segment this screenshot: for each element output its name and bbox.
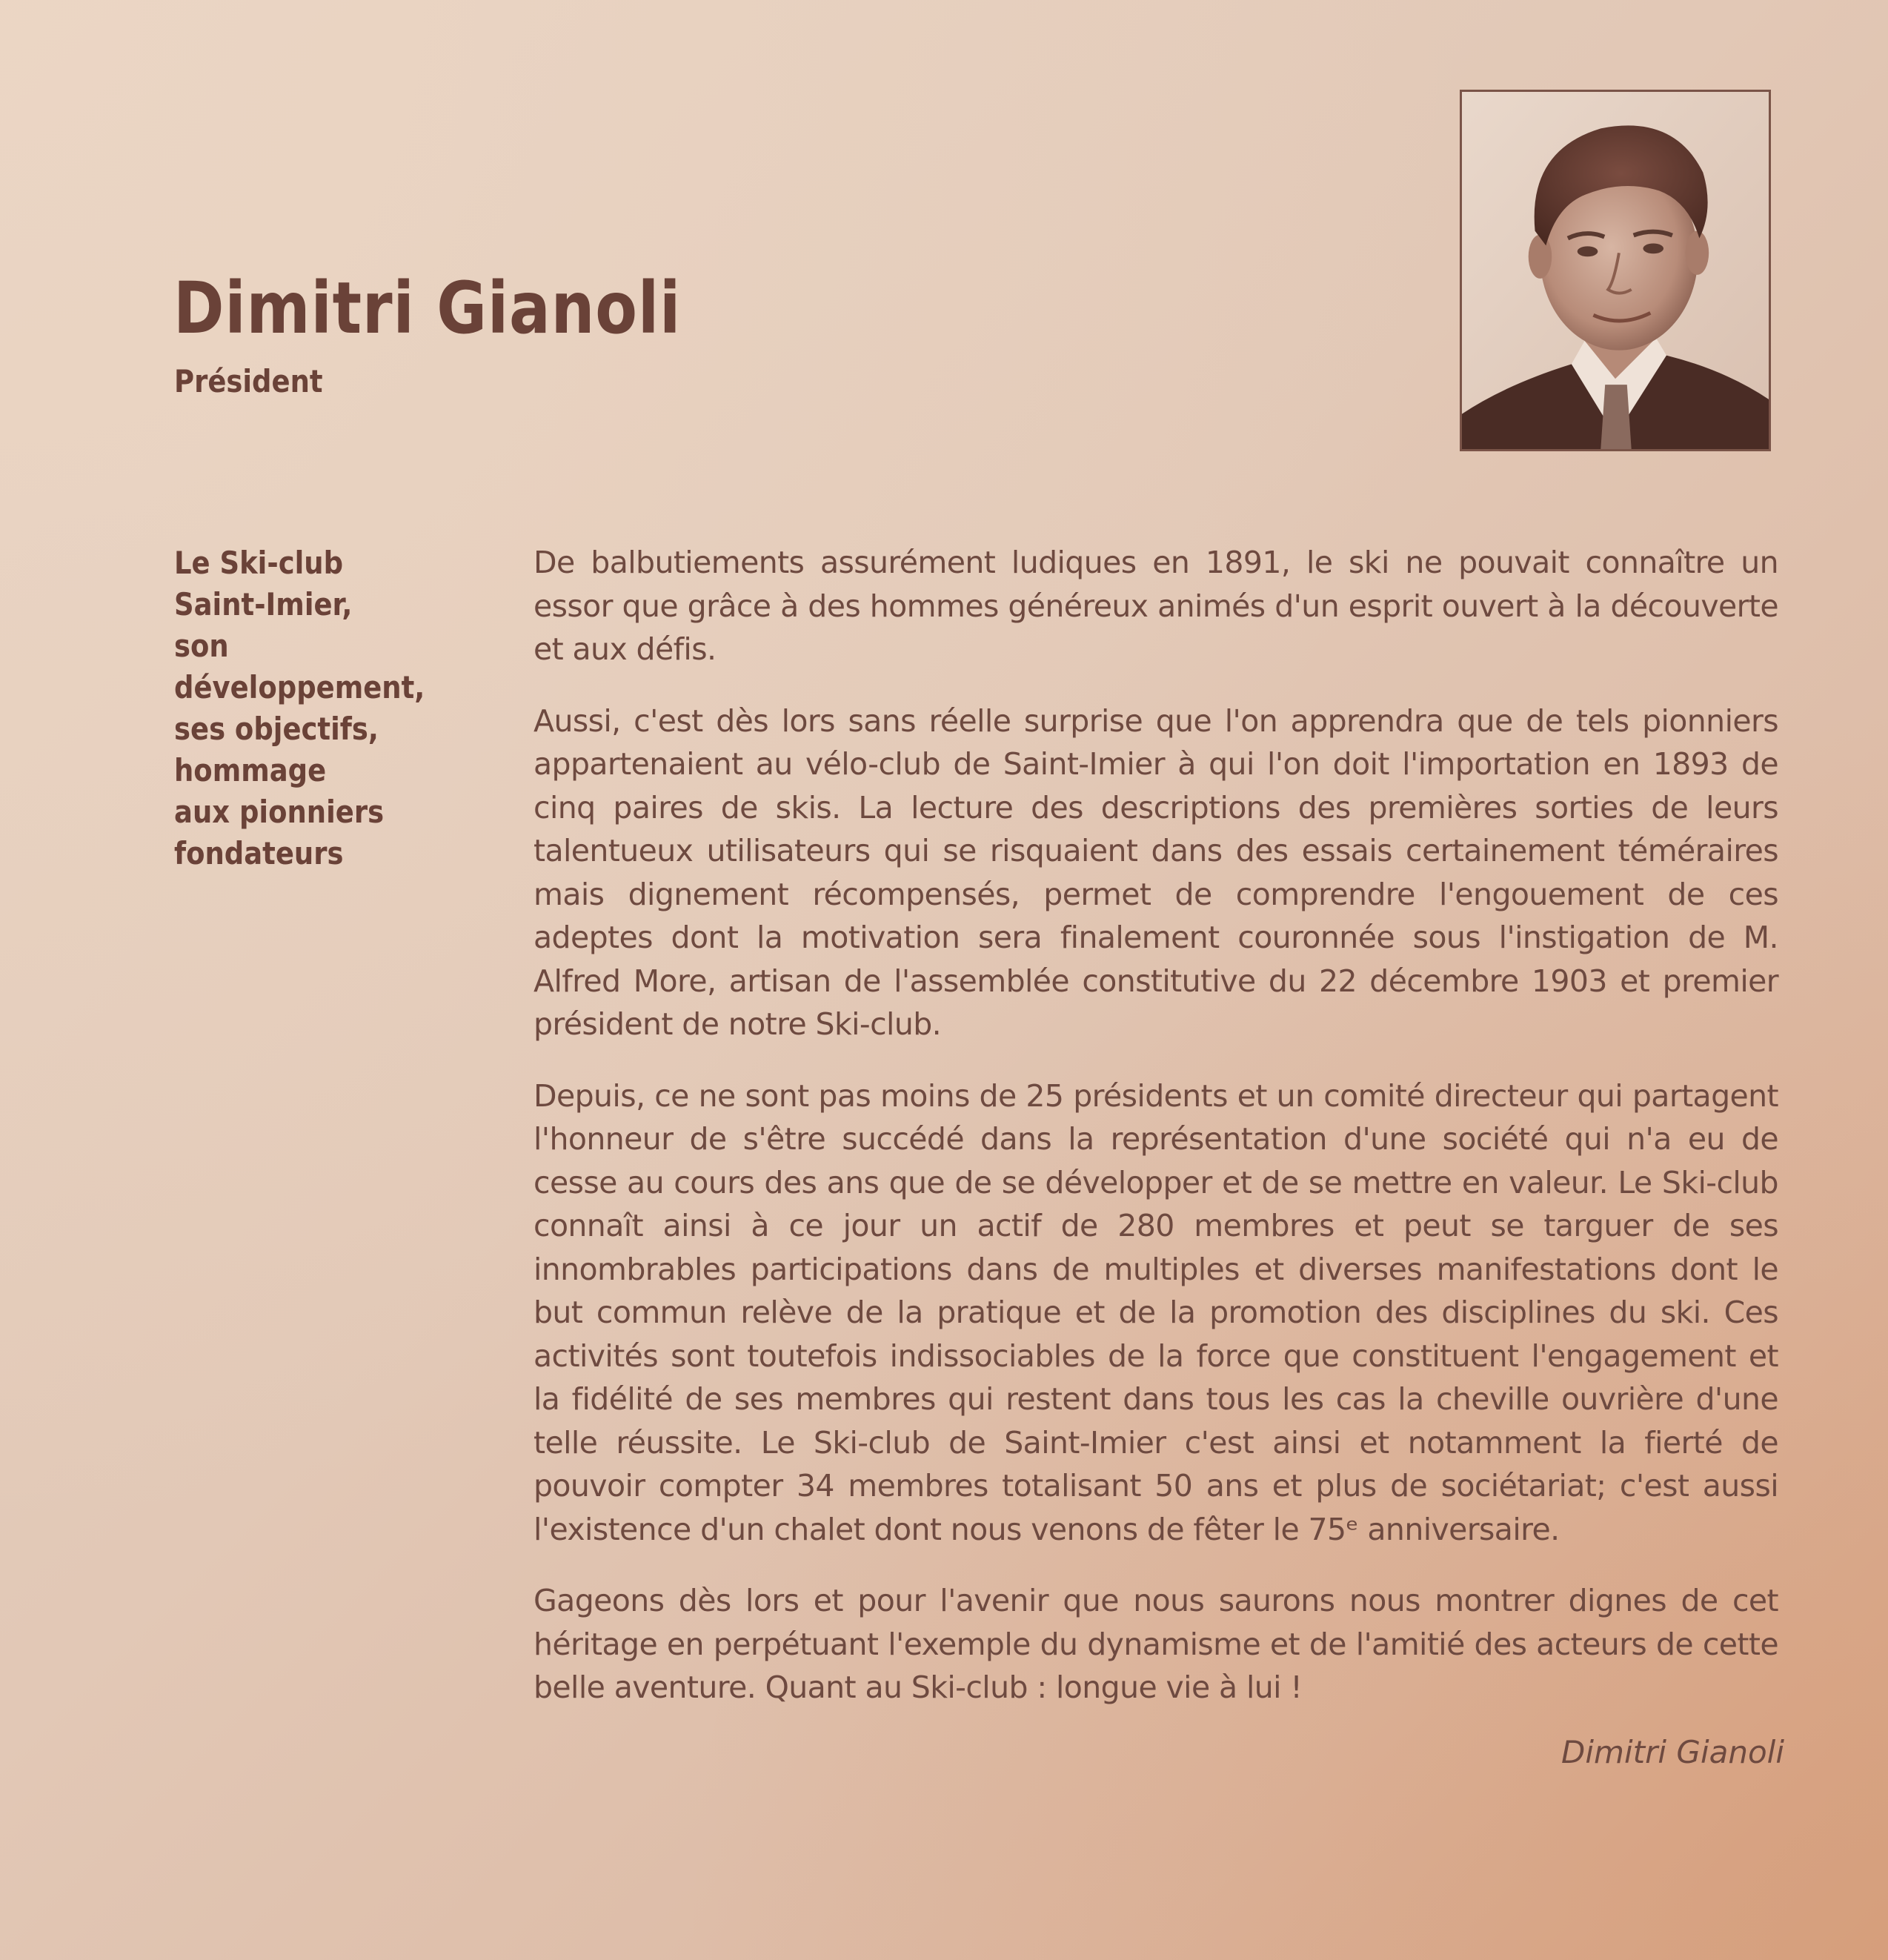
sidebar-line: hommage [174,752,327,788]
portrait-photo [1460,90,1771,451]
sidebar-line: son [174,628,229,664]
sidebar-line: Saint-Imier, [174,586,353,622]
signature: Dimitri Gianoli [1561,1734,1784,1770]
sidebar-line: aux pionniers [174,794,385,830]
paragraph: Gageons dès lors et pour l'avenir que nous saurons nous montrer dignes de cet héritage en perpétuant l'exemple du dynamisme et de l'amitié des acteurs de cette belle aventure. Quant au Ski-club : longue vie à lui ! [534,1583,1778,1705]
paragraph: Depuis, ce ne sont pas moins de 25 présidents et un comité directeur qui partagent l'honneur de s'être succédé dans la représentation d'une société qui n'a eu de cesse au cours des ans que de se développer et de se mettre en valeur. Le Ski-club connaît ainsi à ce jour un actif de 280 membres et peut se targuer de ses innombrables participations dans de multiples et diverses manifestations dont le but commun relève de la pratique et de la promotion des disciplines du ski. Ces activités sont toutefois indissociables de la force que constituent l'engagement et la fidélité de ses membres qui restent dans tous les cas la cheville ouvrière d'une telle réussite. Le Ski-club de Saint-Imier c'est ainsi et notamment la fierté de pouvoir compter 34 membres totalisant 50 ans et plus de sociétariat; c'est aussi l'existence d'un chalet dont nous venons de fêter le 75ᵉ anniversaire. [534,1077,1778,1547]
sidebar-line: développement, [174,669,425,705]
paragraph: Aussi, c'est dès lors sans réelle surprise que l'on apprendra que de tels pionniers appartenaient au vélo-club de Saint-Imier à qui l'on doit l'importation en 1893 de cinq paires de skis. La lecture des descriptions des premières sorties de leurs talentueux utilisateurs qui se risquaient dans des essais certainement téméraires mais dignement récompensés, permet de comprendre l'engouement de ces adeptes dont la motivation sera finalement couronnée sous l'instigation de M. Alfred More, artisan de l'assemblée constitutive du 22 décembre 1903 et premier président de notre Ski-club. [534,702,1778,1042]
sidebar-line: ses objectifs, [174,711,379,747]
paragraph: De balbutiements assurément ludiques en 1891, le ski ne pouvait connaître un essor que grâce à des hommes généreux animés d'un esprit ouvert à la découverte et aux défis. [534,545,1778,667]
sidebar-line: Le Ski-club [174,545,344,581]
portrait-illustration [1462,92,1769,449]
author-role: Président [174,363,323,399]
sidebar-line: fondateurs [174,835,344,871]
author-name: Dimitri Gianoli [173,267,682,350]
sidebar-subtitle [174,542,485,874]
body-text [534,541,1778,1738]
